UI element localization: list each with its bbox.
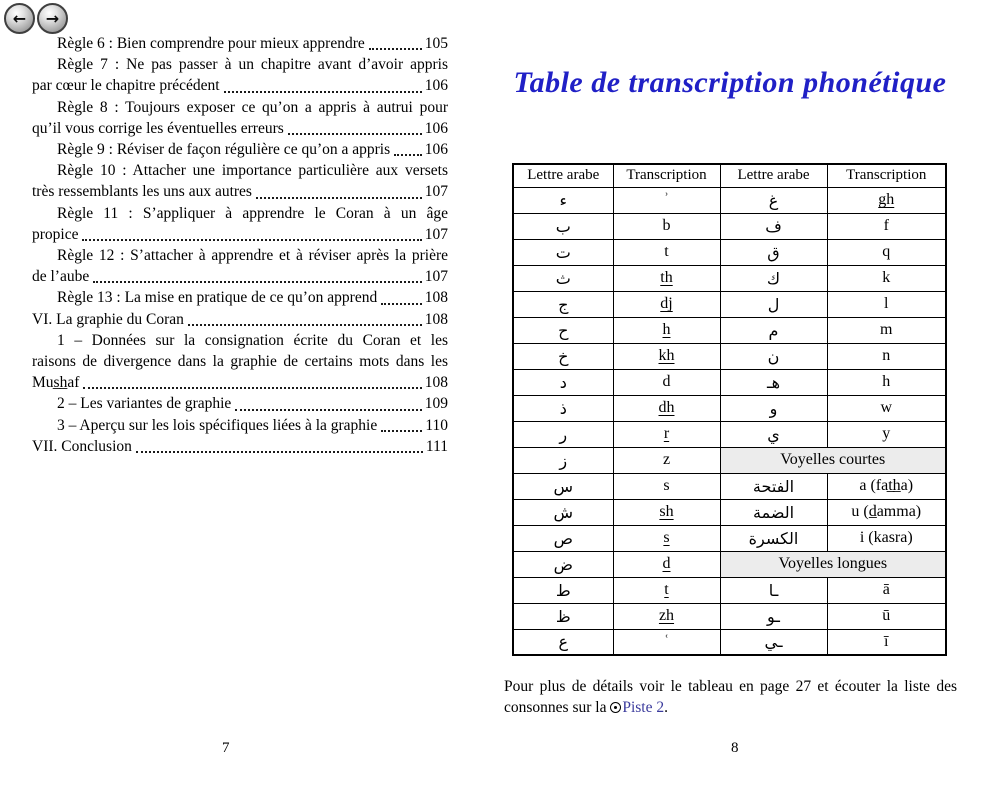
toc-page-number: 106 — [424, 119, 448, 137]
transcription-cell: k — [827, 265, 946, 291]
transcription-cell: ʾ — [613, 187, 720, 213]
table-row — [513, 421, 946, 447]
arabic-letter-cell: ـي — [720, 629, 827, 655]
toc-page-number: 107 — [424, 225, 448, 243]
page-navigation — [4, 3, 68, 34]
transcription-cell: r — [613, 421, 720, 447]
transcription-cell: ā — [827, 577, 946, 603]
transcription-cell: ī — [827, 629, 946, 655]
transcription-cell: th — [613, 265, 720, 291]
arabic-letter-cell: ث — [513, 265, 613, 291]
toc-page-number: 107 — [424, 268, 448, 286]
transcription-cell: m — [827, 317, 946, 343]
arabic-letter-cell: ـا — [720, 577, 827, 603]
toc-entry-text: 1 – Données sur la consignation écrite du Coran et les — [57, 331, 448, 349]
toc-entry-text: Règle 6 : Bien comprendre pour mieux apprendre — [57, 35, 365, 52]
left-page-number: 7 — [222, 740, 230, 756]
transcription-cell: l — [827, 291, 946, 317]
toc-entry-text: Règle 9 : Réviser de façon régulière ce qu’on a appris — [57, 141, 391, 159]
toc-entry-text: très ressemblants les uns aux autres — [32, 183, 252, 201]
transcription-cell: w — [827, 395, 946, 421]
transcription-cell: a (fat̲h̲a) — [827, 473, 946, 499]
transcription-cell: ū — [827, 603, 946, 629]
arabic-letter-cell: و — [720, 395, 827, 421]
dot-leader — [93, 281, 422, 283]
table-column-header: Transcription — [613, 164, 720, 187]
arabic-letter-cell: د — [513, 369, 613, 395]
toc-page-number: 108 — [424, 374, 448, 392]
table-row — [513, 603, 946, 629]
arabic-letter-cell: الكسرة — [720, 525, 827, 551]
toc-entry-text: Règle 12 : S’attacher à apprendre et à réviser après la prière — [57, 247, 448, 265]
table-row — [513, 265, 946, 291]
table-row — [513, 629, 946, 655]
table-row — [513, 343, 946, 369]
toc-entry-text: Règle 11 : S’appliquer à apprendre le Coran à un âge — [57, 204, 448, 222]
forward-button[interactable] — [37, 3, 68, 34]
table-row — [513, 291, 946, 317]
left-arrow-icon: ← — [12, 8, 27, 28]
table-row — [513, 317, 946, 343]
toc-line — [32, 245, 448, 266]
table-row — [513, 369, 946, 395]
toc-page-number: 106 — [424, 77, 448, 95]
toc-page-number: 105 — [424, 35, 448, 52]
toc-entry-text: 3 – Aperçu sur les lois spécifiques liées à la graphie — [57, 416, 378, 434]
dot-leader — [82, 239, 421, 241]
transcription-cell: kh — [613, 343, 720, 369]
transcription-cell: b — [613, 213, 720, 239]
vowel-section-cell: Voyelles longues — [720, 551, 946, 577]
dot-leader — [83, 387, 421, 389]
arabic-letter-cell: ط — [513, 577, 613, 603]
table-row — [513, 447, 946, 473]
toc-entry-text: par cœur le chapitre précédent — [32, 77, 220, 95]
transcription-cell: ʿ — [613, 629, 720, 655]
arabic-letter-cell: ل — [720, 291, 827, 317]
arabic-letter-cell: م — [720, 317, 827, 343]
audio-track-icon — [610, 702, 621, 713]
transcription-cell: i (kasra) — [827, 525, 946, 551]
table-row — [513, 213, 946, 239]
toc-line — [32, 266, 448, 287]
table-row — [513, 551, 946, 577]
back-button[interactable] — [4, 3, 35, 34]
footnote-line-2-prefix: consonnes sur la — [504, 699, 611, 716]
arabic-letter-cell: ح — [513, 317, 613, 343]
arabic-letter-cell: ز — [513, 447, 613, 473]
toc-entry-text: Règle 8 : Toujours exposer ce qu’on a appris à autrui pour — [57, 98, 448, 116]
transcription-cell: zh — [613, 603, 720, 629]
transcription-cell: d — [613, 369, 720, 395]
arabic-letter-cell: ء — [513, 187, 613, 213]
toc-page-number: 108 — [424, 289, 448, 307]
table-row — [513, 473, 946, 499]
transcription-cell: f — [827, 213, 946, 239]
toc-line — [32, 118, 448, 139]
right-arrow-icon: → — [45, 8, 60, 28]
dot-leader — [224, 91, 422, 93]
toc-line — [32, 351, 448, 372]
toc-line — [32, 33, 448, 54]
arabic-letter-cell: ب — [513, 213, 613, 239]
footnote — [504, 676, 957, 718]
arabic-letter-cell: ج — [513, 291, 613, 317]
arabic-letter-cell: ـو — [720, 603, 827, 629]
toc-line — [32, 75, 448, 96]
footnote-line-1: Pour plus de détails voir le tableau en page 27 et écouter la liste des — [504, 678, 957, 695]
toc-line — [32, 415, 448, 436]
transcription-cell: s — [613, 525, 720, 551]
arabic-letter-cell: الفتحة — [720, 473, 827, 499]
toc-line — [32, 330, 448, 351]
toc-page-number: 111 — [425, 437, 448, 455]
transcription-cell: dh — [613, 395, 720, 421]
arabic-letter-cell: ذ — [513, 395, 613, 421]
arabic-letter-cell: خ — [513, 343, 613, 369]
toc-page-number: 106 — [424, 141, 448, 159]
footnote-line-2 — [504, 697, 957, 718]
arabic-letter-cell: ي — [720, 421, 827, 447]
transcription-table — [512, 163, 947, 656]
dot-leader — [136, 451, 423, 453]
footnote-period: . — [664, 699, 668, 716]
arabic-letter-cell: ن — [720, 343, 827, 369]
transcription-cell: q — [827, 239, 946, 265]
toc-line — [32, 224, 448, 245]
piste-2-link[interactable]: Piste 2 — [622, 699, 665, 716]
toc-page-number: 110 — [425, 416, 448, 434]
toc-entry-text: VII. Conclusion — [32, 437, 132, 455]
toc-line — [32, 181, 448, 202]
transcription-cell: t — [613, 577, 720, 603]
table-row — [513, 499, 946, 525]
arabic-letter-cell: ك — [720, 265, 827, 291]
toc-line — [32, 97, 448, 118]
table-of-contents — [32, 33, 448, 457]
dot-leader — [188, 324, 422, 326]
toc-page-number: 107 — [424, 183, 448, 201]
arabic-letter-cell: ش — [513, 499, 613, 525]
arabic-letter-cell: س — [513, 473, 613, 499]
page-title: Table de transcription phonétique — [513, 66, 947, 99]
dot-leader — [394, 154, 422, 156]
table-row — [513, 577, 946, 603]
arabic-letter-cell: ق — [720, 239, 827, 265]
right-page-number: 8 — [731, 740, 739, 756]
toc-line — [32, 309, 448, 330]
toc-line — [32, 436, 448, 457]
transcription-cell: s — [613, 473, 720, 499]
table-row — [513, 395, 946, 421]
arabic-letter-cell: ف — [720, 213, 827, 239]
toc-line — [32, 203, 448, 224]
toc-line — [32, 160, 448, 181]
dot-leader — [381, 303, 422, 305]
toc-line — [32, 139, 448, 160]
toc-entry-text: 2 – Les variantes de graphie — [57, 395, 232, 413]
toc-line — [32, 287, 448, 308]
dot-leader — [381, 430, 422, 432]
transcription-cell: d — [613, 551, 720, 577]
toc-entry-text: Règle 7 : Ne pas passer à un chapitre avant d’avoir appris — [57, 56, 448, 74]
transcription-cell: u (d̲amma) — [827, 499, 946, 525]
toc-line — [32, 54, 448, 75]
table-column-header: Lettre arabe — [720, 164, 827, 187]
toc-entry-text: raisons de divergence dans la graphie de certains mots dans les — [32, 353, 448, 371]
table-column-header: Transcription — [827, 164, 946, 187]
table-row — [513, 525, 946, 551]
table-column-header: Lettre arabe — [513, 164, 613, 187]
dot-leader — [256, 197, 422, 199]
transcription-cell: gh — [827, 187, 946, 213]
dot-leader — [235, 409, 421, 411]
arabic-letter-cell: ص — [513, 525, 613, 551]
transcription-cell: y — [827, 421, 946, 447]
dot-leader — [369, 48, 422, 50]
toc-entry-text: qu’il vous corrige les éventuelles erreurs — [32, 119, 284, 137]
transcription-cell: n — [827, 343, 946, 369]
toc-entry-text: VI. La graphie du Coran — [32, 310, 184, 328]
transcription-cell: sh — [613, 499, 720, 525]
arabic-letter-cell: ض — [513, 551, 613, 577]
toc-page-number: 109 — [424, 395, 448, 413]
arabic-letter-cell: ظ — [513, 603, 613, 629]
transcription-cell: z — [613, 447, 720, 473]
table-row — [513, 239, 946, 265]
arabic-letter-cell: هـ — [720, 369, 827, 395]
transcription-cell: t — [613, 239, 720, 265]
toc-entry-text: Règle 10 : Attacher une importance particulière aux versets — [57, 162, 448, 180]
transcription-cell: h — [613, 317, 720, 343]
toc-entry-text: Règle 13 : La mise en pratique de ce qu’on apprend — [57, 289, 378, 307]
vowel-section-cell: Voyelles courtes — [720, 447, 946, 473]
arabic-letter-cell: ر — [513, 421, 613, 447]
arabic-letter-cell: ت — [513, 239, 613, 265]
arabic-letter-cell: الضمة — [720, 499, 827, 525]
toc-entry-text: Mus̲h̲af — [32, 374, 80, 392]
dot-leader — [288, 133, 422, 135]
toc-line — [32, 393, 448, 414]
table-header-row — [513, 164, 946, 187]
transcription-cell: h — [827, 369, 946, 395]
toc-line — [32, 372, 448, 393]
toc-entry-text: propice — [32, 225, 79, 243]
arabic-letter-cell: غ — [720, 187, 827, 213]
transcription-cell: dj — [613, 291, 720, 317]
toc-entry-text: de l’aube — [32, 268, 90, 286]
arabic-letter-cell: ع — [513, 629, 613, 655]
toc-page-number: 108 — [424, 310, 448, 328]
table-row — [513, 187, 946, 213]
